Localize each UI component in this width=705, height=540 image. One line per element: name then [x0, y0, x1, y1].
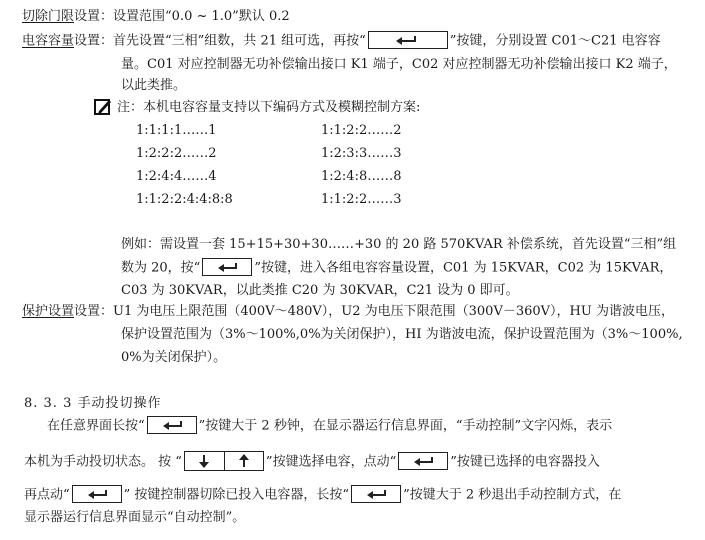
section-title: 8. 3. 3 手动投切操作: [24, 396, 162, 411]
code-right-3: 1:2:4:8……8: [321, 169, 402, 184]
cut-limit-line: [22, 8, 290, 26]
code-right-4: 1:1:2:2……3: [321, 192, 402, 207]
capacity-line-1: 电容容量设置：首先设置“三相”组数，共 21 组可选，再按“ ”按键，分别设置 C01～C21 电容容: [22, 32, 661, 51]
section-para-1: 在任意界面长按“ ”按键大于 2 秒钟，在显示器运行信息界面，“手动控制”文字闪烁，表示: [47, 417, 612, 436]
pencil-note-icon: [94, 98, 112, 116]
capacity-line-3: 以此类推。: [121, 78, 187, 93]
code-right-1: 1:1:2:2……2: [321, 123, 402, 138]
enter-key-icon: [351, 485, 401, 503]
code-left-3: 1:2:4:4……4: [136, 169, 217, 184]
cut-limit-label: 切除门限: [22, 9, 75, 24]
cut-limit-text: 设置：设置范围“0.0 ~ 1.0”默认 0.2: [74, 9, 290, 24]
capacity-label: 电容容量: [22, 33, 75, 49]
protect-line-2: 保护设置范围为（3%～100%,0%为关闭保护），HI 为谐波电流，保护设置范围为（3%～100%,: [121, 327, 683, 342]
protect-label: 保护设置: [22, 304, 75, 319]
section-para-3: 再点动“ ” 按键控制器切除已投入电容器，长按“ ”按键大于 2 秒退出手动控制方式，在: [24, 486, 621, 505]
example-line-1: 例如：需设置一套 15+15+30+30……+30 的 20 路 570KVAR 补偿系统，首先设置“三相”组: [121, 237, 677, 252]
protect-line-3: 0%为关闭保护）。: [121, 350, 227, 365]
enter-key-icon: [147, 416, 197, 434]
code-left-2: 1:2:2:2……2: [136, 146, 217, 161]
example-line-3: C03 为 30KVAR，以此类推 C20 为 30KVAR，C21 设为 0 即可。: [121, 283, 519, 298]
up-down-keys: [184, 451, 264, 471]
capacity-line-2: 量。C01 对应控制器无功补偿输出接口 K1 端子，C02 对应控制器无功补偿输出接口 K2 端子，: [121, 57, 677, 72]
enter-key-icon: [202, 258, 252, 276]
code-left-1: 1:1:1:1……1: [136, 123, 217, 138]
enter-key-icon: [398, 452, 448, 470]
protect-line-1: 保护设置设置：U1 为电压上限范围（400V～480V），U2 为电压下限范围（300V－360V），HU 为谐波电压，: [22, 304, 674, 319]
note-text: 注：本机电容容量支持以下编码方式及模糊控制方案:: [117, 100, 421, 115]
code-left-4: 1:1:2:2:4:4:8:8: [136, 192, 233, 207]
example-line-2: 数为 20，按“ ”按键，进入各组电容容量设置，C01 为 15KVAR，C02 为 15KVAR，: [121, 259, 672, 278]
code-right-2: 1:2:3:3……3: [321, 146, 402, 161]
enter-key-icon: [72, 485, 122, 503]
section-para-4: 显示器运行信息界面显示“自动控制”。: [24, 510, 246, 525]
section-para-2: 本机为手动投切状态。 按 “ ”按键选择电容，点动“ ”按键已选择的电容器投入: [24, 452, 600, 472]
enter-key-icon: [368, 31, 448, 49]
